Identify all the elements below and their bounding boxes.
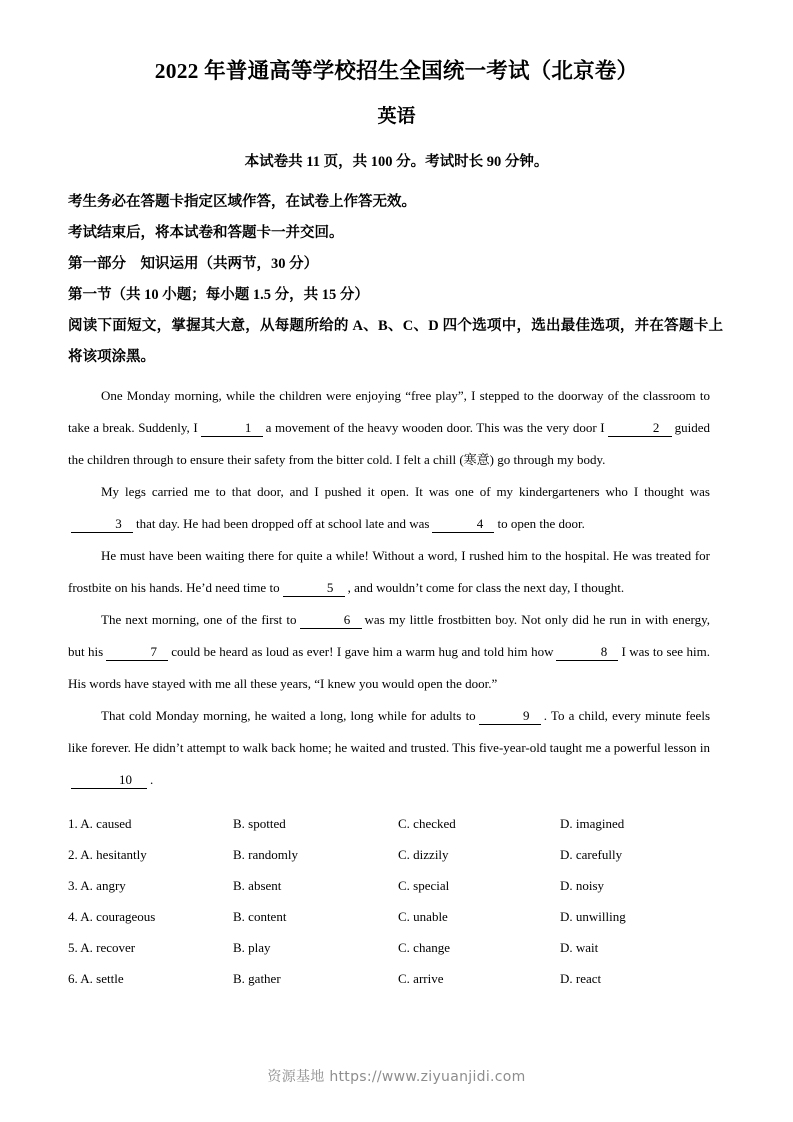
option-choice-c[interactable]: C. checked bbox=[398, 816, 456, 831]
site-watermark: 资源基地 https://www.ziyuanjidi.com bbox=[267, 1069, 526, 1085]
option-choice-d[interactable]: D. noisy bbox=[560, 878, 605, 893]
exam-note: 本试卷共 11 页，共 100 分。考试时长 90 分钟。 bbox=[244, 154, 549, 170]
paragraph-1-text-c: guided the children through to ensure their safety from the bitter cold. I felt a chill (寒意) go through my body. bbox=[68, 420, 710, 467]
document-header bbox=[0, 0, 793, 175]
blank-1[interactable]: 1 bbox=[201, 420, 263, 437]
paragraph-1-text-a: One Monday morning, while the children were enjoying “free play”, I stepped to the doorway of the classroom to take a break. Suddenly, I bbox=[68, 388, 710, 435]
cloze-passage bbox=[0, 380, 793, 796]
paragraph-5-text-c: . bbox=[150, 772, 154, 787]
passage-paragraph-4 bbox=[68, 604, 710, 700]
option-choice-b[interactable]: B. randomly bbox=[233, 847, 298, 862]
answer-options-list bbox=[0, 808, 793, 994]
instruction-line-return-paper: 考试结束后，将本试卷和答题卡一并交回。 bbox=[68, 225, 344, 241]
option-choice-a[interactable]: 2. A. hesitantly bbox=[68, 847, 147, 862]
instruction-line-answer-sheet: 考生务必在答题卡指定区域作答，在试卷上作答无效。 bbox=[68, 194, 416, 210]
passage-paragraph-2 bbox=[68, 476, 710, 540]
option-choice-a[interactable]: 6. A. settle bbox=[68, 971, 124, 986]
option-row bbox=[68, 808, 793, 839]
paragraph-1-text-b: a movement of the heavy wooden door. This was the very door I bbox=[265, 420, 605, 435]
paragraph-2-text-c: to open the door. bbox=[497, 516, 585, 531]
paragraph-4-text-c: could be heard as loud as ever! I gave him a warm hug and told him how bbox=[171, 644, 554, 659]
paragraph-2-text-b: that day. He had been dropped off at school late and was bbox=[136, 516, 430, 531]
option-choice-c[interactable]: C. special bbox=[398, 878, 450, 893]
option-row bbox=[68, 901, 793, 932]
option-choice-d[interactable]: D. imagined bbox=[560, 816, 625, 831]
instructions-block bbox=[0, 187, 793, 373]
blank-2[interactable]: 2 bbox=[608, 420, 672, 437]
option-row bbox=[68, 963, 793, 994]
option-choice-d[interactable]: D. react bbox=[560, 971, 602, 986]
blank-4[interactable]: 4 bbox=[432, 516, 494, 533]
subject-title: 英语 bbox=[377, 106, 416, 127]
blank-9[interactable]: 9 bbox=[479, 708, 541, 725]
page-title: 2022 年普通高等学校招生全国统一考试（北京卷） bbox=[154, 59, 639, 83]
paragraph-4-text-a: The next morning, one of the first to bbox=[101, 612, 297, 627]
option-choice-a[interactable]: 1. A. caused bbox=[68, 816, 132, 831]
blank-6[interactable]: 6 bbox=[300, 612, 362, 629]
paragraph-4-text-d: I was to see him. His words have stayed with me all these years, “I knew you would open the door.” bbox=[68, 644, 710, 691]
paragraph-3-text-a: He must have been waiting there for quite a while! Without a word, I rushed him to the hospital. He was treated for frostbite on his hands. He’d need time to bbox=[68, 548, 710, 595]
option-choice-b[interactable]: B. play bbox=[233, 940, 271, 955]
option-choice-c[interactable]: C. change bbox=[398, 940, 450, 955]
option-row bbox=[68, 839, 793, 870]
section-directions: 阅读下面短文，掌握其大意，从每题所给的 A、B、C、D 四个选项中，选出最佳选项，并在答题卡上将该项涂黑。 bbox=[68, 318, 723, 365]
blank-5[interactable]: 5 bbox=[283, 580, 345, 597]
option-row bbox=[68, 932, 793, 963]
option-choice-d[interactable]: D. unwilling bbox=[560, 909, 626, 924]
option-choice-c[interactable]: C. unable bbox=[398, 909, 448, 924]
option-choice-b[interactable]: B. absent bbox=[233, 878, 282, 893]
blank-8[interactable]: 8 bbox=[556, 644, 618, 661]
option-choice-b[interactable]: B. content bbox=[233, 909, 287, 924]
passage-paragraph-3 bbox=[68, 540, 710, 604]
option-choice-b[interactable]: B. gather bbox=[233, 971, 281, 986]
part-heading: 第一部分 知识运用（共两节，30 分） bbox=[68, 256, 319, 272]
paragraph-5-text-b: . To a child, every minute feels like forever. He didn’t attempt to walk back home; he waited and trusted. This five-year-old taught me a powerful lesson in bbox=[68, 708, 710, 755]
paragraph-4-text-b: was my little frostbitten boy. Not only did he run in with energy, but his bbox=[68, 612, 710, 659]
option-choice-d[interactable]: D. carefully bbox=[560, 847, 623, 862]
paragraph-3-text-b: , and wouldn’t come for class the next day, I thought. bbox=[347, 580, 625, 595]
passage-paragraph-1 bbox=[68, 380, 710, 476]
section-heading: 第一节（共 10 小题；每小题 1.5 分，共 15 分） bbox=[68, 287, 369, 303]
blank-3[interactable]: 3 bbox=[71, 516, 133, 533]
option-choice-a[interactable]: 4. A. courageous bbox=[68, 909, 156, 924]
option-choice-c[interactable]: C. arrive bbox=[398, 971, 444, 986]
paragraph-5-text-a: That cold Monday morning, he waited a long, long while for adults to bbox=[101, 708, 476, 723]
option-choice-d[interactable]: D. wait bbox=[560, 940, 599, 955]
option-choice-a[interactable]: 5. A. recover bbox=[68, 940, 136, 955]
option-choice-a[interactable]: 3. A. angry bbox=[68, 878, 126, 893]
option-choice-b[interactable]: B. spotted bbox=[233, 816, 286, 831]
blank-10[interactable]: 10 bbox=[71, 772, 147, 789]
option-choice-c[interactable]: C. dizzily bbox=[398, 847, 449, 862]
option-row bbox=[68, 870, 793, 901]
paragraph-2-text-a: My legs carried me to that door, and I pushed it open. It was one of my kindergarteners who I thought was bbox=[101, 484, 710, 499]
passage-paragraph-5 bbox=[68, 700, 710, 796]
blank-7[interactable]: 7 bbox=[106, 644, 168, 661]
